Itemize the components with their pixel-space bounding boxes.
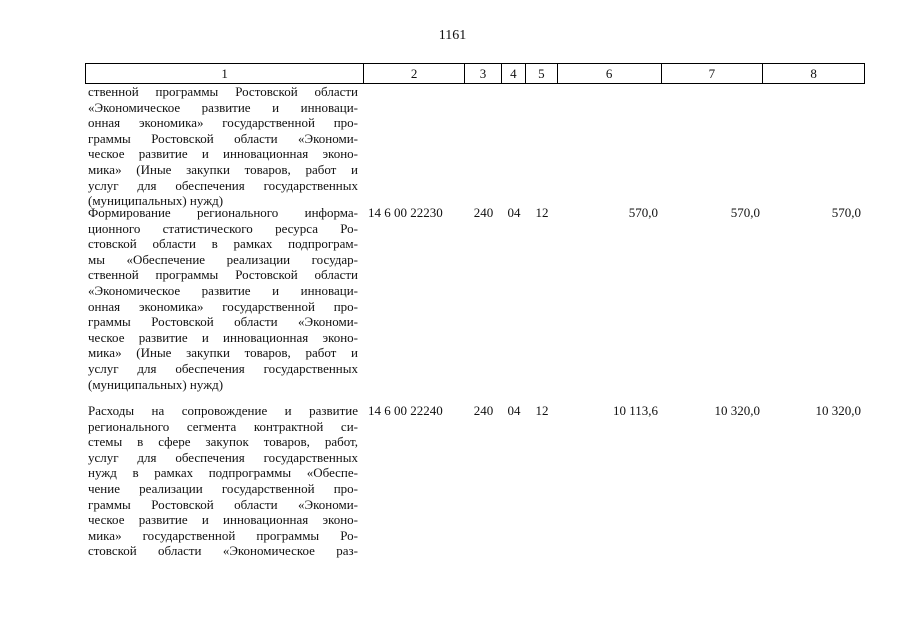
description-line: услуг для обеспечения государственных [88, 360, 358, 376]
column-header-4: 4 [502, 64, 526, 83]
description-line: услуг для обеспечения государственных [88, 449, 358, 465]
description-line: (муниципальных) нужд) [88, 193, 224, 209]
description-line: услуг для обеспечения государственных [88, 177, 358, 193]
description-line: мика» (Иные закупки товаров, работ и [88, 161, 358, 177]
table-header-row [85, 63, 865, 84]
row-description [85, 84, 364, 209]
column-header-1: 1 [86, 64, 364, 83]
column-header-3: 3 [465, 64, 502, 83]
description-line: ственной программы Ростовской области [88, 84, 358, 99]
row-col5 [526, 84, 558, 202]
description-line: Расходы на сопровождение и развитие [88, 403, 358, 418]
description-line: ционного статистического ресурса Ро- [88, 220, 358, 236]
description-line: стемы в сфере закупок товаров, работ, [88, 434, 358, 450]
description-line: онная экономика» государственной про- [88, 115, 358, 131]
row-code: 14 6 00 22230 [368, 205, 443, 220]
column-header-2: 2 [364, 64, 465, 83]
description-line: ческое развитие и инновационная эконо- [88, 146, 358, 162]
row-code: 14 6 00 22240 [368, 403, 443, 418]
description-line: чение реализации государственной про- [88, 480, 358, 496]
row-col4: 04 [507, 205, 521, 220]
row-col8: 10 320,0 [815, 403, 861, 418]
table-row [85, 202, 865, 400]
description-line: мы «Обеспечение реализации государ- [88, 251, 358, 267]
description-line: стовской области «Экономическое раз- [88, 543, 358, 559]
row-col7: 570,0 [730, 205, 760, 220]
row-col7 [662, 84, 764, 202]
table-row [85, 84, 865, 209]
column-header-6: 6 [558, 64, 662, 83]
description-line: мика» (Иные закупки товаров, работ и [88, 345, 358, 361]
row-col3 [465, 84, 502, 202]
description-line: граммы Ростовской области «Экономи- [88, 130, 358, 146]
row-col3: 240 [473, 205, 494, 220]
column-header-7: 7 [662, 64, 764, 83]
description-line: (муниципальных) нужд) [88, 376, 224, 392]
description-line: регионального сегмента контрактной си- [88, 418, 358, 434]
row-description [85, 205, 364, 400]
row-description [85, 403, 364, 563]
description-line: мика» государственной программы Ро- [88, 527, 358, 543]
row-col8: 570,0 [831, 205, 861, 220]
description-line: Формирование регионального информа- [88, 205, 358, 220]
table-row [85, 400, 865, 563]
row-col5: 12 [535, 403, 549, 418]
description-line: ческое развитие и инновационная эконо- [88, 512, 358, 528]
description-line: ственной программы Ростовской области [88, 267, 358, 283]
column-header-8: 8 [810, 66, 817, 81]
description-line: нужд в рамках подпрограммы «Обеспе- [88, 465, 358, 481]
column-header-5: 5 [526, 64, 558, 83]
budget-table [85, 63, 865, 563]
description-line: «Экономическое развитие и инноваци- [88, 99, 358, 115]
description-line: ческое развитие и инновационная эконо- [88, 329, 358, 345]
row-col5: 12 [535, 205, 549, 220]
row-col6 [558, 84, 662, 202]
description-line: онная экономика» государственной про- [88, 298, 358, 314]
description-line: граммы Ростовской области «Экономи- [88, 314, 358, 330]
row-code [364, 84, 465, 202]
row-col6: 10 113,6 [612, 403, 658, 418]
description-line: «Экономическое развитие и инноваци- [88, 282, 358, 298]
row-col6: 570,0 [628, 205, 658, 220]
description-line: граммы Ростовской области «Экономи- [88, 496, 358, 512]
description-line: стовской области в рамках подпрограм- [88, 236, 358, 252]
row-col7: 10 320,0 [714, 403, 760, 418]
row-col3: 240 [473, 403, 494, 418]
row-col4 [502, 84, 526, 202]
row-col4: 04 [507, 403, 521, 418]
row-col8 [764, 84, 865, 202]
page-number: 1161 [438, 28, 467, 43]
